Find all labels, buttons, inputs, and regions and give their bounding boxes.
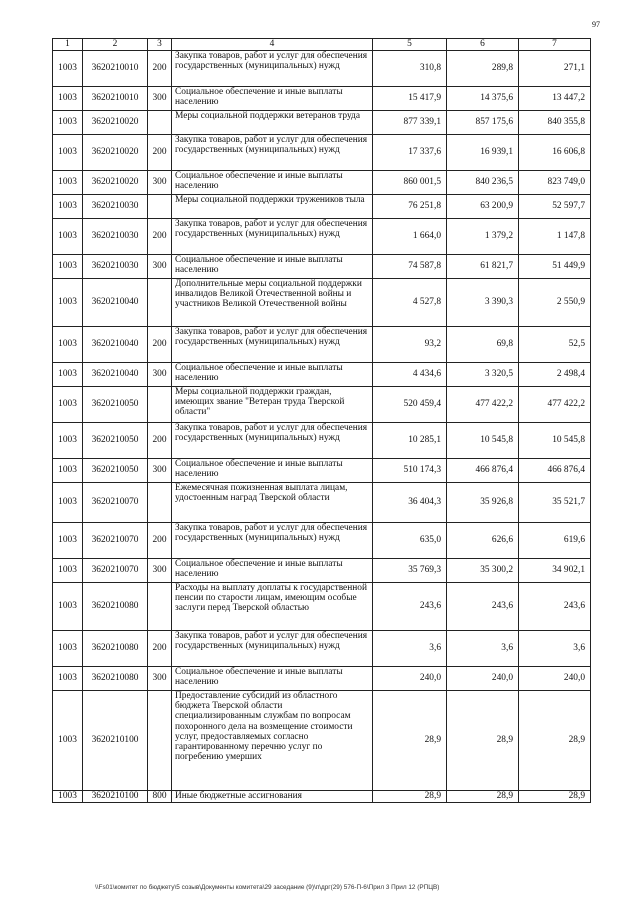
expense-type-cell <box>148 387 172 423</box>
amount-col6-cell: 63 200,9 <box>447 195 519 219</box>
description-cell: Закупка товаров, работ и услуг для обеспечения государственных (муниципальных) нужд <box>172 51 373 87</box>
amount-col5-cell: 15 417,9 <box>373 87 447 111</box>
amount-col6-cell: 3 390,3 <box>447 279 519 327</box>
amount-col7-cell: 52,5 <box>519 327 591 363</box>
expense-type-cell: 200 <box>148 219 172 255</box>
target-code-cell: 3620210070 <box>83 483 148 523</box>
description-cell: Социальное обеспечение и иные выплаты населению <box>172 667 373 691</box>
column-header: 6 <box>447 39 519 51</box>
table-row <box>53 255 591 279</box>
section-code-cell: 1003 <box>53 195 83 219</box>
table-row <box>53 171 591 195</box>
amount-col6-cell: 16 939,1 <box>447 135 519 171</box>
table-row <box>53 559 591 583</box>
amount-col6-cell: 840 236,5 <box>447 171 519 195</box>
amount-col6-cell: 3,6 <box>447 631 519 667</box>
target-code-cell: 3620210020 <box>83 171 148 195</box>
amount-col5-cell: 74 587,8 <box>373 255 447 279</box>
amount-col5-cell: 877 339,1 <box>373 111 447 135</box>
target-code-cell: 3620210080 <box>83 631 148 667</box>
description-cell: Социальное обеспечение и иные выплаты населению <box>172 459 373 483</box>
expense-type-cell: 300 <box>148 559 172 583</box>
table-row <box>53 459 591 483</box>
amount-col5-cell: 17 337,6 <box>373 135 447 171</box>
expense-type-cell: 200 <box>148 523 172 559</box>
target-code-cell: 3620210100 <box>83 691 148 791</box>
amount-col6-cell: 35 926,8 <box>447 483 519 523</box>
table-row <box>53 363 591 387</box>
table-row <box>53 51 591 87</box>
section-code-cell: 1003 <box>53 559 83 583</box>
target-code-cell: 3620210080 <box>83 667 148 691</box>
target-code-cell: 3620210030 <box>83 195 148 219</box>
amount-col5-cell: 28,9 <box>373 691 447 791</box>
section-code-cell: 1003 <box>53 583 83 631</box>
column-header: 5 <box>373 39 447 51</box>
expense-type-cell: 300 <box>148 363 172 387</box>
description-cell: Меры социальной поддержки граждан, имеющих звание "Ветеран труда Тверской области" <box>172 387 373 423</box>
section-code-cell: 1003 <box>53 363 83 387</box>
amount-col5-cell: 93,2 <box>373 327 447 363</box>
section-code-cell: 1003 <box>53 255 83 279</box>
section-code-cell: 1003 <box>53 791 83 803</box>
amount-col5-cell: 28,9 <box>373 791 447 803</box>
expense-type-cell: 300 <box>148 87 172 111</box>
target-code-cell: 3620210080 <box>83 583 148 631</box>
amount-col5-cell: 4 527,8 <box>373 279 447 327</box>
table-row <box>53 791 591 803</box>
amount-col7-cell: 1 147,8 <box>519 219 591 255</box>
amount-col7-cell: 34 902,1 <box>519 559 591 583</box>
amount-col6-cell: 14 375,6 <box>447 87 519 111</box>
section-code-cell: 1003 <box>53 483 83 523</box>
amount-col5-cell: 310,8 <box>373 51 447 87</box>
target-code-cell: 3620210010 <box>83 51 148 87</box>
description-cell: Расходы на выплату доплаты к государственной пенсии по старости лицам, имеющим особые заслуги перед Тверской областью <box>172 583 373 631</box>
file-path-footer: \\Fs01\комитет по бюджету\5 созыв\Документы комитета\29 заседание (9)\п\дрг(29) 576-П-6\Прил 3 Прил 12 (РПЦВ) <box>95 884 440 891</box>
column-header: 2 <box>83 39 148 51</box>
amount-col5-cell: 3,6 <box>373 631 447 667</box>
section-code-cell: 1003 <box>53 279 83 327</box>
amount-col6-cell: 466 876,4 <box>447 459 519 483</box>
budget-table <box>52 38 591 803</box>
section-code-cell: 1003 <box>53 631 83 667</box>
table-header-row <box>53 39 591 51</box>
expense-type-cell: 200 <box>148 423 172 459</box>
table-row <box>53 87 591 111</box>
description-cell: Закупка товаров, работ и услуг для обеспечения государственных (муниципальных) нужд <box>172 631 373 667</box>
amount-col6-cell: 477 422,2 <box>447 387 519 423</box>
section-code-cell: 1003 <box>53 691 83 791</box>
description-cell: Ежемесячная пожизненная выплата лицам, удостоенным наград Тверской области <box>172 483 373 523</box>
description-cell: Иные бюджетные ассигнования <box>172 791 373 803</box>
table-row <box>53 583 591 631</box>
expense-type-cell: 200 <box>148 51 172 87</box>
amount-col5-cell: 243,6 <box>373 583 447 631</box>
amount-col6-cell: 69,8 <box>447 327 519 363</box>
expense-type-cell: 300 <box>148 255 172 279</box>
amount-col5-cell: 510 174,3 <box>373 459 447 483</box>
table-row <box>53 111 591 135</box>
amount-col7-cell: 52 597,7 <box>519 195 591 219</box>
amount-col5-cell: 36 404,3 <box>373 483 447 523</box>
description-cell: Социальное обеспечение и иные выплаты населению <box>172 255 373 279</box>
target-code-cell: 3620210040 <box>83 363 148 387</box>
target-code-cell: 3620210030 <box>83 255 148 279</box>
amount-col5-cell: 35 769,3 <box>373 559 447 583</box>
section-code-cell: 1003 <box>53 171 83 195</box>
page-number: 97 <box>592 20 600 29</box>
table-row <box>53 667 591 691</box>
expense-type-cell <box>148 583 172 631</box>
description-cell: Социальное обеспечение и иные выплаты населению <box>172 559 373 583</box>
amount-col6-cell: 240,0 <box>447 667 519 691</box>
section-code-cell: 1003 <box>53 327 83 363</box>
description-cell: Предоставление субсидий из областного бюджета Тверской области специализированным службам по вопросам похоронного дела на возмещение стоимости услуг, предоставляемых согласно гарантированному перечню услуг по погребению умерших <box>172 691 373 791</box>
amount-col7-cell: 619,6 <box>519 523 591 559</box>
table-row <box>53 631 591 667</box>
column-header: 3 <box>148 39 172 51</box>
expense-type-cell <box>148 195 172 219</box>
description-cell: Закупка товаров, работ и услуг для обеспечения государственных (муниципальных) нужд <box>172 135 373 171</box>
amount-col6-cell: 10 545,8 <box>447 423 519 459</box>
amount-col5-cell: 76 251,8 <box>373 195 447 219</box>
amount-col6-cell: 1 379,2 <box>447 219 519 255</box>
section-code-cell: 1003 <box>53 423 83 459</box>
amount-col7-cell: 823 749,0 <box>519 171 591 195</box>
expense-type-cell <box>148 691 172 791</box>
amount-col7-cell: 466 876,4 <box>519 459 591 483</box>
expense-type-cell: 800 <box>148 791 172 803</box>
amount-col5-cell: 240,0 <box>373 667 447 691</box>
target-code-cell: 3620210010 <box>83 87 148 111</box>
target-code-cell: 3620210100 <box>83 791 148 803</box>
target-code-cell: 3620210040 <box>83 279 148 327</box>
table-row <box>53 219 591 255</box>
amount-col7-cell: 271,1 <box>519 51 591 87</box>
amount-col5-cell: 10 285,1 <box>373 423 447 459</box>
description-cell: Социальное обеспечение и иные выплаты населению <box>172 171 373 195</box>
description-cell: Социальное обеспечение и иные выплаты населению <box>172 87 373 111</box>
amount-col7-cell: 2 498,4 <box>519 363 591 387</box>
amount-col7-cell: 3,6 <box>519 631 591 667</box>
description-cell: Меры социальной поддержки тружеников тыла <box>172 195 373 219</box>
column-header: 4 <box>172 39 373 51</box>
section-code-cell: 1003 <box>53 667 83 691</box>
description-cell: Меры социальной поддержки ветеранов труда <box>172 111 373 135</box>
section-code-cell: 1003 <box>53 87 83 111</box>
target-code-cell: 3620210070 <box>83 523 148 559</box>
expense-type-cell: 300 <box>148 459 172 483</box>
amount-col6-cell: 626,6 <box>447 523 519 559</box>
amount-col7-cell: 10 545,8 <box>519 423 591 459</box>
description-cell: Социальное обеспечение и иные выплаты населению <box>172 363 373 387</box>
target-code-cell: 3620210050 <box>83 423 148 459</box>
amount-col5-cell: 1 664,0 <box>373 219 447 255</box>
target-code-cell: 3620210050 <box>83 459 148 483</box>
amount-col7-cell: 16 606,8 <box>519 135 591 171</box>
amount-col5-cell: 635,0 <box>373 523 447 559</box>
target-code-cell: 3620210020 <box>83 135 148 171</box>
amount-col6-cell: 289,8 <box>447 51 519 87</box>
amount-col7-cell: 13 447,2 <box>519 87 591 111</box>
table-row <box>53 523 591 559</box>
amount-col7-cell: 28,9 <box>519 691 591 791</box>
table-row <box>53 279 591 327</box>
expense-type-cell: 300 <box>148 667 172 691</box>
amount-col7-cell: 243,6 <box>519 583 591 631</box>
description-cell: Закупка товаров, работ и услуг для обеспечения государственных (муниципальных) нужд <box>172 327 373 363</box>
table-row <box>53 195 591 219</box>
section-code-cell: 1003 <box>53 523 83 559</box>
target-code-cell: 3620210070 <box>83 559 148 583</box>
expense-type-cell <box>148 483 172 523</box>
amount-col7-cell: 477 422,2 <box>519 387 591 423</box>
section-code-cell: 1003 <box>53 219 83 255</box>
table-row <box>53 483 591 523</box>
amount-col6-cell: 61 821,7 <box>447 255 519 279</box>
expense-type-cell <box>148 111 172 135</box>
amount-col5-cell: 860 001,5 <box>373 171 447 195</box>
amount-col7-cell: 51 449,9 <box>519 255 591 279</box>
column-header: 7 <box>519 39 591 51</box>
description-cell: Закупка товаров, работ и услуг для обеспечения государственных (муниципальных) нужд <box>172 219 373 255</box>
amount-col6-cell: 28,9 <box>447 691 519 791</box>
section-code-cell: 1003 <box>53 387 83 423</box>
amount-col7-cell: 840 355,8 <box>519 111 591 135</box>
section-code-cell: 1003 <box>53 135 83 171</box>
section-code-cell: 1003 <box>53 111 83 135</box>
expense-type-cell: 200 <box>148 135 172 171</box>
column-header: 1 <box>53 39 83 51</box>
expense-type-cell: 200 <box>148 327 172 363</box>
table-row <box>53 691 591 791</box>
target-code-cell: 3620210030 <box>83 219 148 255</box>
amount-col7-cell: 2 550,9 <box>519 279 591 327</box>
amount-col6-cell: 28,9 <box>447 791 519 803</box>
section-code-cell: 1003 <box>53 459 83 483</box>
table-row <box>53 387 591 423</box>
amount-col7-cell: 28,9 <box>519 791 591 803</box>
amount-col6-cell: 857 175,6 <box>447 111 519 135</box>
expense-type-cell <box>148 279 172 327</box>
table-row <box>53 135 591 171</box>
amount-col6-cell: 35 300,2 <box>447 559 519 583</box>
expense-type-cell: 300 <box>148 171 172 195</box>
table-row <box>53 327 591 363</box>
amount-col5-cell: 520 459,4 <box>373 387 447 423</box>
target-code-cell: 3620210040 <box>83 327 148 363</box>
target-code-cell: 3620210050 <box>83 387 148 423</box>
description-cell: Закупка товаров, работ и услуг для обеспечения государственных (муниципальных) нужд <box>172 523 373 559</box>
target-code-cell: 3620210020 <box>83 111 148 135</box>
amount-col6-cell: 243,6 <box>447 583 519 631</box>
section-code-cell: 1003 <box>53 51 83 87</box>
amount-col6-cell: 3 320,5 <box>447 363 519 387</box>
expense-type-cell: 200 <box>148 631 172 667</box>
table-row <box>53 423 591 459</box>
amount-col7-cell: 240,0 <box>519 667 591 691</box>
description-cell: Закупка товаров, работ и услуг для обеспечения государственных (муниципальных) нужд <box>172 423 373 459</box>
amount-col5-cell: 4 434,6 <box>373 363 447 387</box>
amount-col7-cell: 35 521,7 <box>519 483 591 523</box>
description-cell: Дополнительные меры социальной поддержки инвалидов Великой Отечественной войны и участников Великой Отечественной войны <box>172 279 373 327</box>
